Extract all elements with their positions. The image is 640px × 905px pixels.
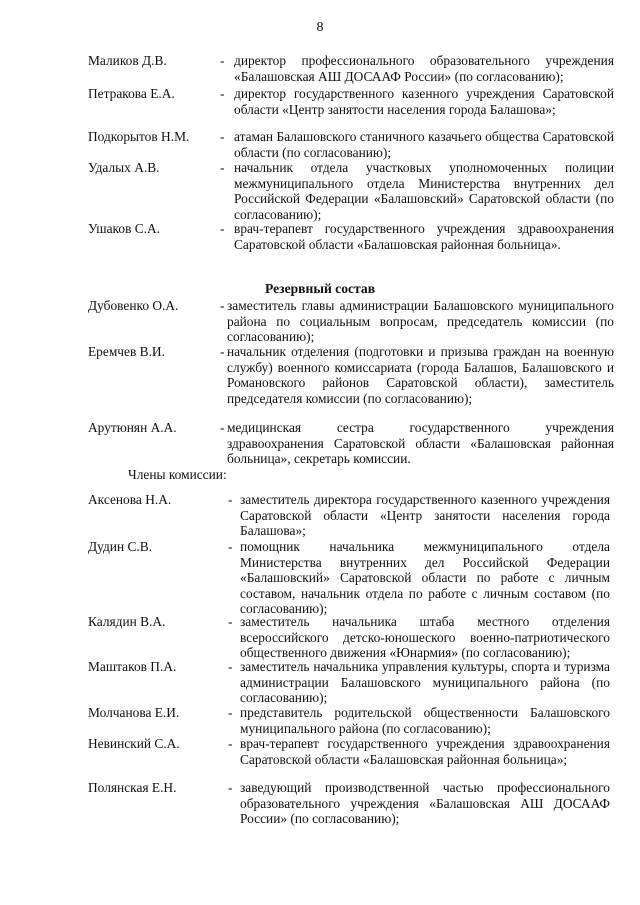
dash-separator: - — [228, 780, 233, 795]
list-item — [84, 705, 614, 736]
position-description: атаман Балашовского станичного казачьего общества Саратовской области (по согласованию); — [234, 129, 614, 160]
position-description: медицинская сестра государственного учреждения здравоохранения Саратовской области «Балашовская районная больница», секретарь комиссии. — [227, 420, 614, 467]
position-description: заместитель главы администрации Балашовского муниципального района по социальным вопросам, председатель комиссии (по согласованию); — [227, 298, 614, 345]
list-item — [84, 53, 614, 84]
position-description: директор государственного казенного учреждения Саратовской области «Центр занятости населения города Балашова»; — [234, 86, 614, 117]
position-description: врач-терапевт государственного учреждения здравоохранения Саратовской области «Балашовская районная больница». — [234, 221, 614, 252]
list-item — [84, 492, 614, 539]
dash-separator: - — [220, 344, 225, 359]
dash-separator: - — [220, 160, 225, 175]
list-item — [84, 736, 614, 767]
position-description: заместитель директора государственного казенного учреждения Саратовской области «Центр занятости населения города Балашова»; — [240, 492, 610, 539]
dash-separator: - — [220, 420, 225, 435]
section-title: Резервный состав — [264, 281, 376, 296]
person-name: Ушаков С.А. — [88, 221, 161, 236]
person-name: Маштаков П.А. — [88, 659, 177, 674]
position-description: врач-терапевт государственного учреждения здравоохранения Саратовской области «Балашовская районная больница»; — [240, 736, 610, 767]
list-item — [84, 160, 614, 222]
person-name: Полянская Е.Н. — [88, 780, 177, 795]
list-item — [84, 420, 614, 467]
person-name: Маликов Д.В. — [88, 53, 167, 68]
person-name: Еремчев В.И. — [88, 344, 165, 359]
position-description: директор профессионального образовательного учреждения «Балашовская АШ ДОСААФ России» (по согласованию); — [234, 53, 614, 84]
dash-separator: - — [220, 129, 225, 144]
position-description: представитель родительской общественности Балашовского муниципального района (по согласованию); — [240, 705, 610, 736]
dash-separator: - — [228, 539, 233, 554]
position-description: помощник начальника межмуниципального отдела Министерства внутренних дел Российской Федерации «Балашовский» Саратовской области по работе с личным составом, начальник отдела по работе с личным составом (по согласованию); — [240, 539, 610, 617]
dash-separator: - — [220, 221, 225, 236]
position-description: начальник отдела участковых уполномоченных полиции межмуниципального отдела Министерства внутренних дел Российской Федерации «Балашовский» Саратовской области (по согласованию); — [234, 160, 614, 222]
person-name: Дудин С.В. — [88, 539, 153, 554]
position-description: начальник отделения (подготовки и призыва граждан на военную службу) военного комиссариата (города Балашов, Балашовского и Романовского районов Саратовской области), заместитель председателя комиссии (по согласованию); — [227, 344, 614, 406]
dash-separator: - — [228, 659, 233, 674]
dash-separator: - — [220, 53, 225, 68]
list-item — [84, 86, 614, 117]
person-name: Подкорытов Н.М. — [88, 129, 190, 144]
list-item — [84, 221, 614, 252]
list-item — [84, 129, 614, 160]
person-name: Аксенова Н.А. — [88, 492, 172, 507]
dash-separator: - — [228, 492, 233, 507]
person-name: Молчанова Е.И. — [88, 705, 180, 720]
person-name: Удалых А.В. — [88, 160, 160, 175]
dash-separator: - — [228, 614, 233, 629]
position-description: заместитель начальника управления культуры, спорта и туризма администрации Балашовского муниципального района (по согласованию); — [240, 659, 610, 706]
dash-separator: - — [228, 736, 233, 751]
list-item — [84, 539, 614, 617]
position-description: заведующий производственной частью профессионального образовательного учреждения «Балашовская АШ ДОСААФ России» (по согласованию); — [240, 780, 610, 827]
list-item — [84, 659, 614, 706]
list-item — [84, 780, 614, 827]
dash-separator: - — [220, 86, 225, 101]
person-name: Невинский С.А. — [88, 736, 180, 751]
person-name: Дубовенко О.А. — [88, 298, 179, 313]
page-number: 8 — [316, 20, 324, 35]
position-description: заместитель начальника штаба местного отделения всероссийского детско-юношеского военно-патриотического общественного движения «Юнармия» (по согласованию); — [240, 614, 610, 661]
members-label: Члены комиссии: — [128, 467, 227, 482]
dash-separator: - — [220, 298, 225, 313]
list-item — [84, 614, 614, 661]
person-name: Калядин В.А. — [88, 614, 166, 629]
list-item — [84, 344, 614, 406]
dash-separator: - — [228, 705, 233, 720]
person-name: Арутюнян А.А. — [88, 420, 177, 435]
person-name: Петракова Е.А. — [88, 86, 175, 101]
list-item — [84, 298, 614, 345]
